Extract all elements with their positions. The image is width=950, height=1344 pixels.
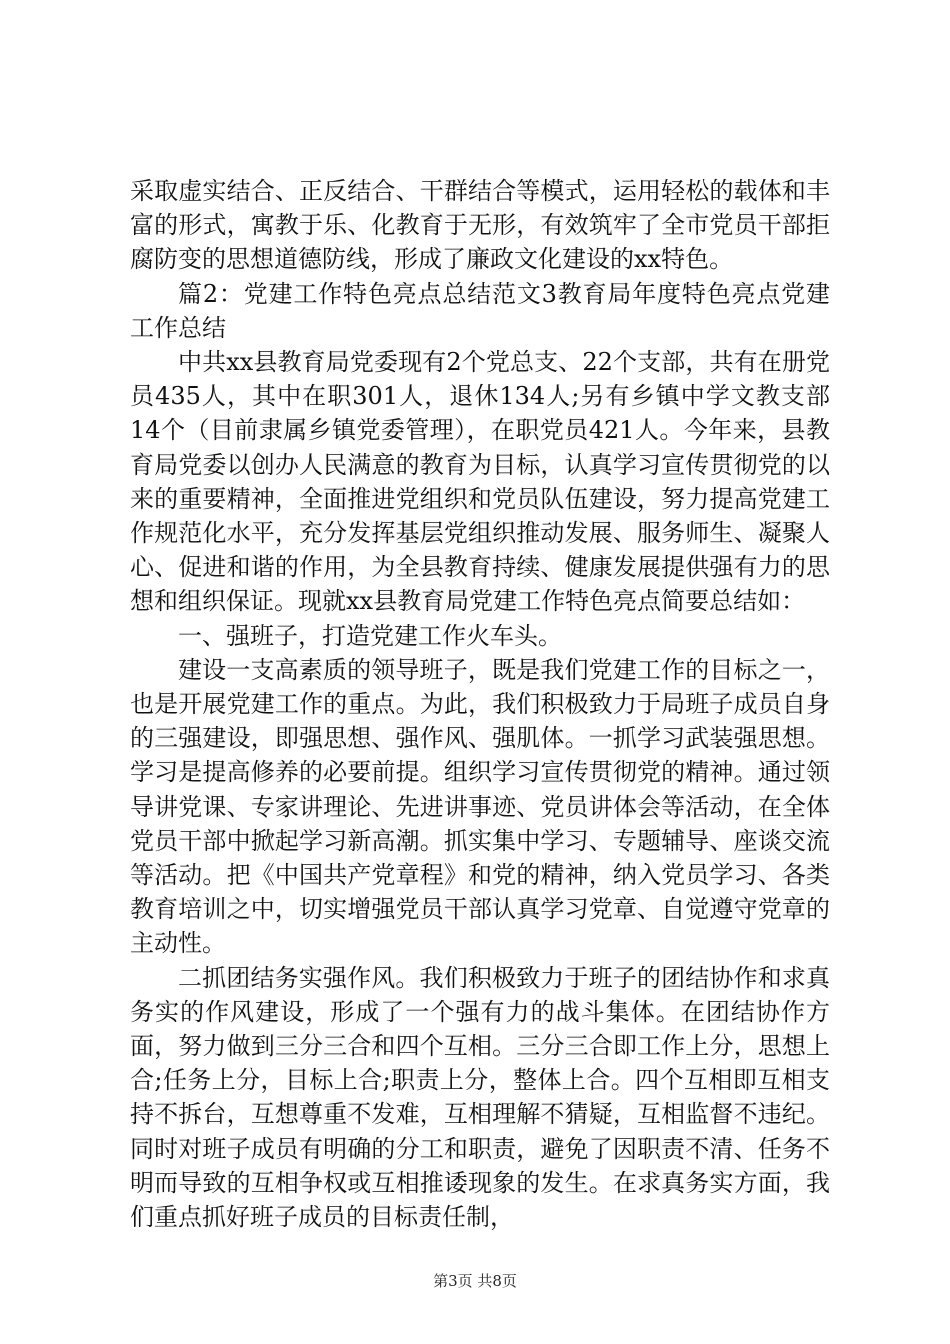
paragraph-unity: 二抓团结务实强作风。我们积极致力于班子的团结协作和求真务实的作风建设，形成了一个强有力的战斗集体。在团结协作方面，努力做到三分三合和四个互相。三分三合即工作上分，思想上合;任务上分，目标上合;职责上分，整体上合。四个互相即互相支持不拆台，互想尊重不发难，互相理解不猜疑，互相监督不违纪。同时对班子成员有明确的分工和职责，避免了因职责不清、任务不明而导致的互相争权或互相推诿现象的发生。在求真务实方面，我们重点抓好班子成员的目标责任制， (130, 963, 830, 1232)
paragraph-leadership: 建设一支高素质的领导班子，既是我们党建工作的目标之一，也是开展党建工作的重点。为此，我们积极致力于局班子成员自身的三强建设，即强思想、强作风、强肌体。一抓学习武装强思想。学习是提高修养的必要前提。组织学习宣传贯彻党的精神。通过领导讲党课、专家讲理论、先进讲事迹、党员讲体会等活动，在全体党员干部中掀起学习新高潮。抓实集中学习、专题辅导、座谈交流等活动。把《中国共产党章程》和党的精神，纳入党员学习、各类教育培训之中，切实增强党员干部认真学习党章、自觉遵守党章的主动性。 (130, 655, 830, 958)
paragraph-continuation: 采取虚实结合、正反结合、干群结合等模式，运用轻松的载体和丰富的形式，寓教于乐、化教育于无形，有效筑牢了全市党员干部拒腐防变的思想道德防线，形成了廉政文化建设的xx特色。 (130, 177, 830, 274)
section-heading-1: 一、强班子，打造党建工作火车头。 (178, 621, 562, 650)
page-number-footer: 第3页 共8页 (433, 1272, 517, 1290)
body-text (130, 174, 830, 1234)
section-heading-article-2: 篇2：党建工作特色亮点总结范文3教育局年度特色亮点党建工作总结 (130, 279, 830, 342)
paragraph-overview: 中共xx县教育局党委现有2个党总支、22个支部，共有在册党员435人，其中在职301人，退休134人;另有乡镇中学文教支部14个（目前隶属乡镇党委管理），在职党员421人。今年来，县教育局党委以创办人民满意的教育为目标，认真学习宣传贯彻党的以来的重要精神，全面推进党组织和党员队伍建设，努力提高党建工作规范化水平，充分发挥基层党组织推动发展、服务师生、凝聚人心、促进和谐的作用，为全县教育持续、健康发展提供强有力的思想和组织保证。现就xx县教育局党建工作特色亮点简要总结如： (130, 348, 830, 616)
